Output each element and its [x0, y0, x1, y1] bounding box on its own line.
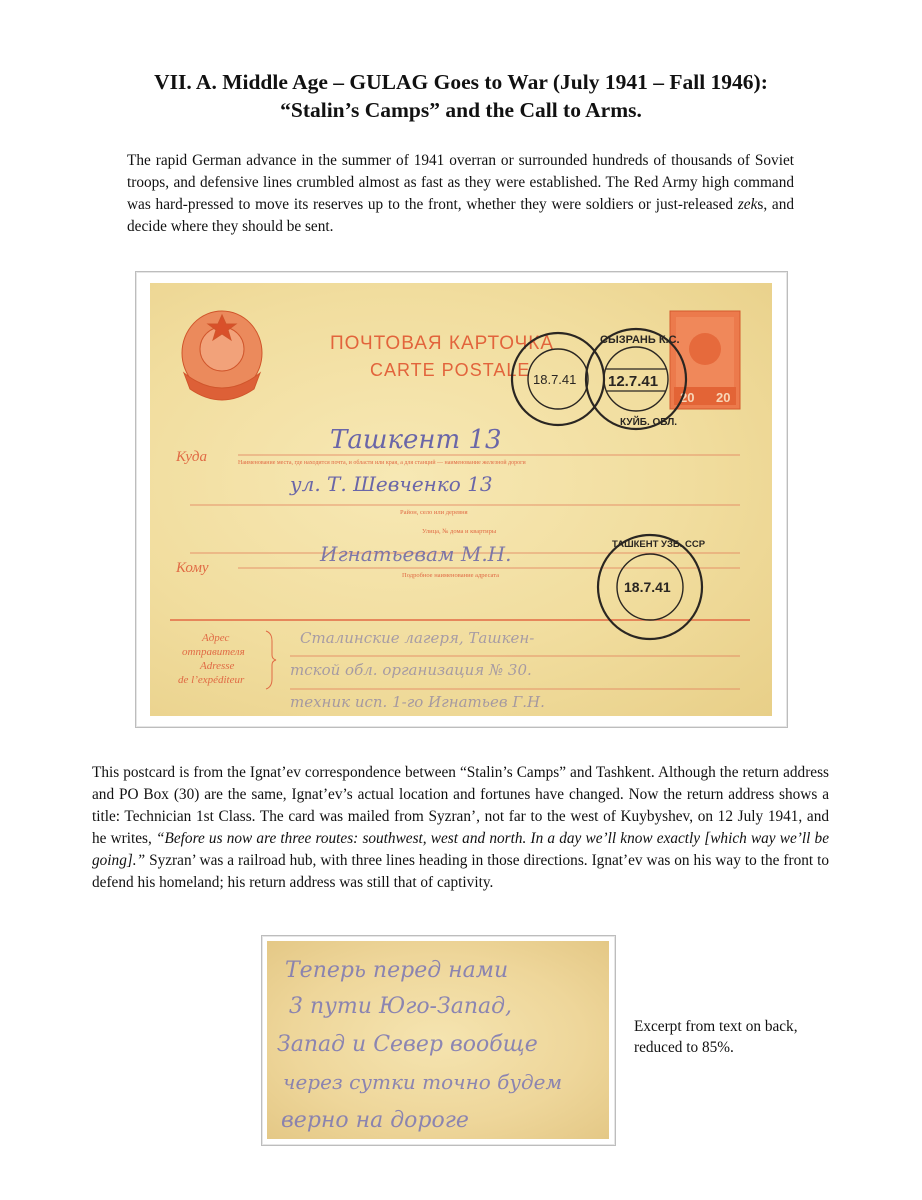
sender-label-3: Adresse [200, 660, 235, 672]
coat-of-arms-icon [182, 311, 262, 400]
body-text-end: Syzran’ was a railroad hub, with three lines heading in those directions. Ignat’ev was on his way to the front to defend his homeland; his return address was still that of captivity. [92, 852, 829, 891]
excerpt-frame [261, 935, 616, 1146]
postage-stamp-icon [670, 311, 740, 409]
postcard-heading-french: CARTE POSTALE [370, 360, 531, 380]
postcard-image [150, 283, 772, 716]
excerpt-line-4: через сутки точно будем [283, 1070, 563, 1094]
postcard-heading-russian: ПОЧТОВАЯ КАРТОЧКА [330, 333, 555, 354]
sender-label-4: de l’expéditeur [178, 674, 245, 686]
intro-text-2: s, and decide where they should be sent. [127, 196, 794, 235]
postmark-tashkent-date: 18.7.41 [624, 579, 671, 595]
excerpt-line-2: 3 пути Юго-Запад, [289, 994, 513, 1019]
handwritten-return-1: Сталинские лагеря, Ташкен- [300, 629, 535, 647]
line-hint-1: Наименование места, где находится почта, и области или края, а для станций — наименование железной дороги [238, 460, 526, 466]
caption-line-1: Excerpt from text on back, [634, 1018, 798, 1035]
handwritten-return-3: техник исп. 1-го Игнатьев Г.Н. [290, 693, 545, 711]
label-to-where: Куда [176, 449, 208, 465]
stamp-value-right: 20 [716, 390, 731, 405]
stamp-value-left: 20 [680, 390, 695, 405]
title-line-2: “Stalin’s Camps” and the Call to Arms. [280, 98, 642, 122]
excerpt-image [267, 941, 609, 1139]
postmark-syzran-region: КУЙБ. ОБЛ. [620, 417, 678, 428]
line-hint-2: Район, село или деревня [400, 509, 468, 516]
body-text: This postcard is from the Ignat’ev correspondence between “Stalin’s Camps” and Tashkent. Although the return address and PO Box (30) are the same, Ignat’ev’s actual location and fortunes have changed. Now the return address shows a title: Technician 1st Class. The card was mailed from Syzran’, not far to the west of Kuybyshev, on 12 July 1941, and he writes, [92, 764, 829, 847]
excerpt-line-5: верно на дороге [281, 1108, 469, 1133]
body-quote: “Before us now are three routes: southwest, west and north. In a day we’ll know exactly [which way we’ll be going].” [92, 830, 829, 869]
body-paragraph [92, 762, 829, 894]
handwritten-recipient: Игнатьевам М.Н. [320, 542, 512, 566]
postmark-transit-date: 18.7.41 [533, 372, 577, 387]
intro-text-1: The rapid German advance in the summer of 1941 overran or surrounded hundreds of thousands of Soviet troops, and defensive lines crumbled almost as fast as they were established. The Red Army high command was hard-pressed to move its reserves up to the front, whether they were soldiers or just-released [127, 152, 794, 213]
line-hint-3: Улица, № дома и квартиры [422, 528, 497, 535]
sender-label-1: Адрес [202, 632, 230, 644]
excerpt-line-3: Запад и Север вообще [277, 1032, 538, 1057]
line-hint-4: Подробное наименование адресата [402, 572, 500, 579]
excerpt-drawing [267, 941, 609, 1139]
caption-line-2: reduced to 85%. [634, 1039, 734, 1056]
title-line-1: VII. A. Middle Age – GULAG Goes to War (July 1941 – Fall 1946): [154, 70, 768, 94]
label-to-whom: Кому [176, 560, 209, 576]
postmark-tashkent-town: ТАШКЕНТ УЗБ. ССР [612, 539, 706, 550]
handwritten-return-2: тской обл. организация № 30. [290, 661, 532, 679]
postcard-frame [135, 271, 788, 728]
postmark-syzran-town: СЫЗРАНЬ К.С. [600, 334, 680, 346]
excerpt-caption [634, 1016, 854, 1058]
intro-emphasis: zek [737, 196, 758, 213]
postmark-tashkent [598, 535, 706, 639]
handwritten-city: Ташкент 13 [330, 425, 502, 455]
intro-paragraph [127, 150, 794, 238]
sender-label-2: отправителя [182, 646, 245, 658]
postmark-syzran-date: 12.7.41 [608, 373, 659, 390]
postcard-drawing [150, 283, 772, 716]
excerpt-line-1: Теперь перед нами [285, 958, 509, 983]
handwritten-street: ул. Т. Шевченко 13 [290, 472, 493, 496]
page-title [60, 68, 862, 124]
